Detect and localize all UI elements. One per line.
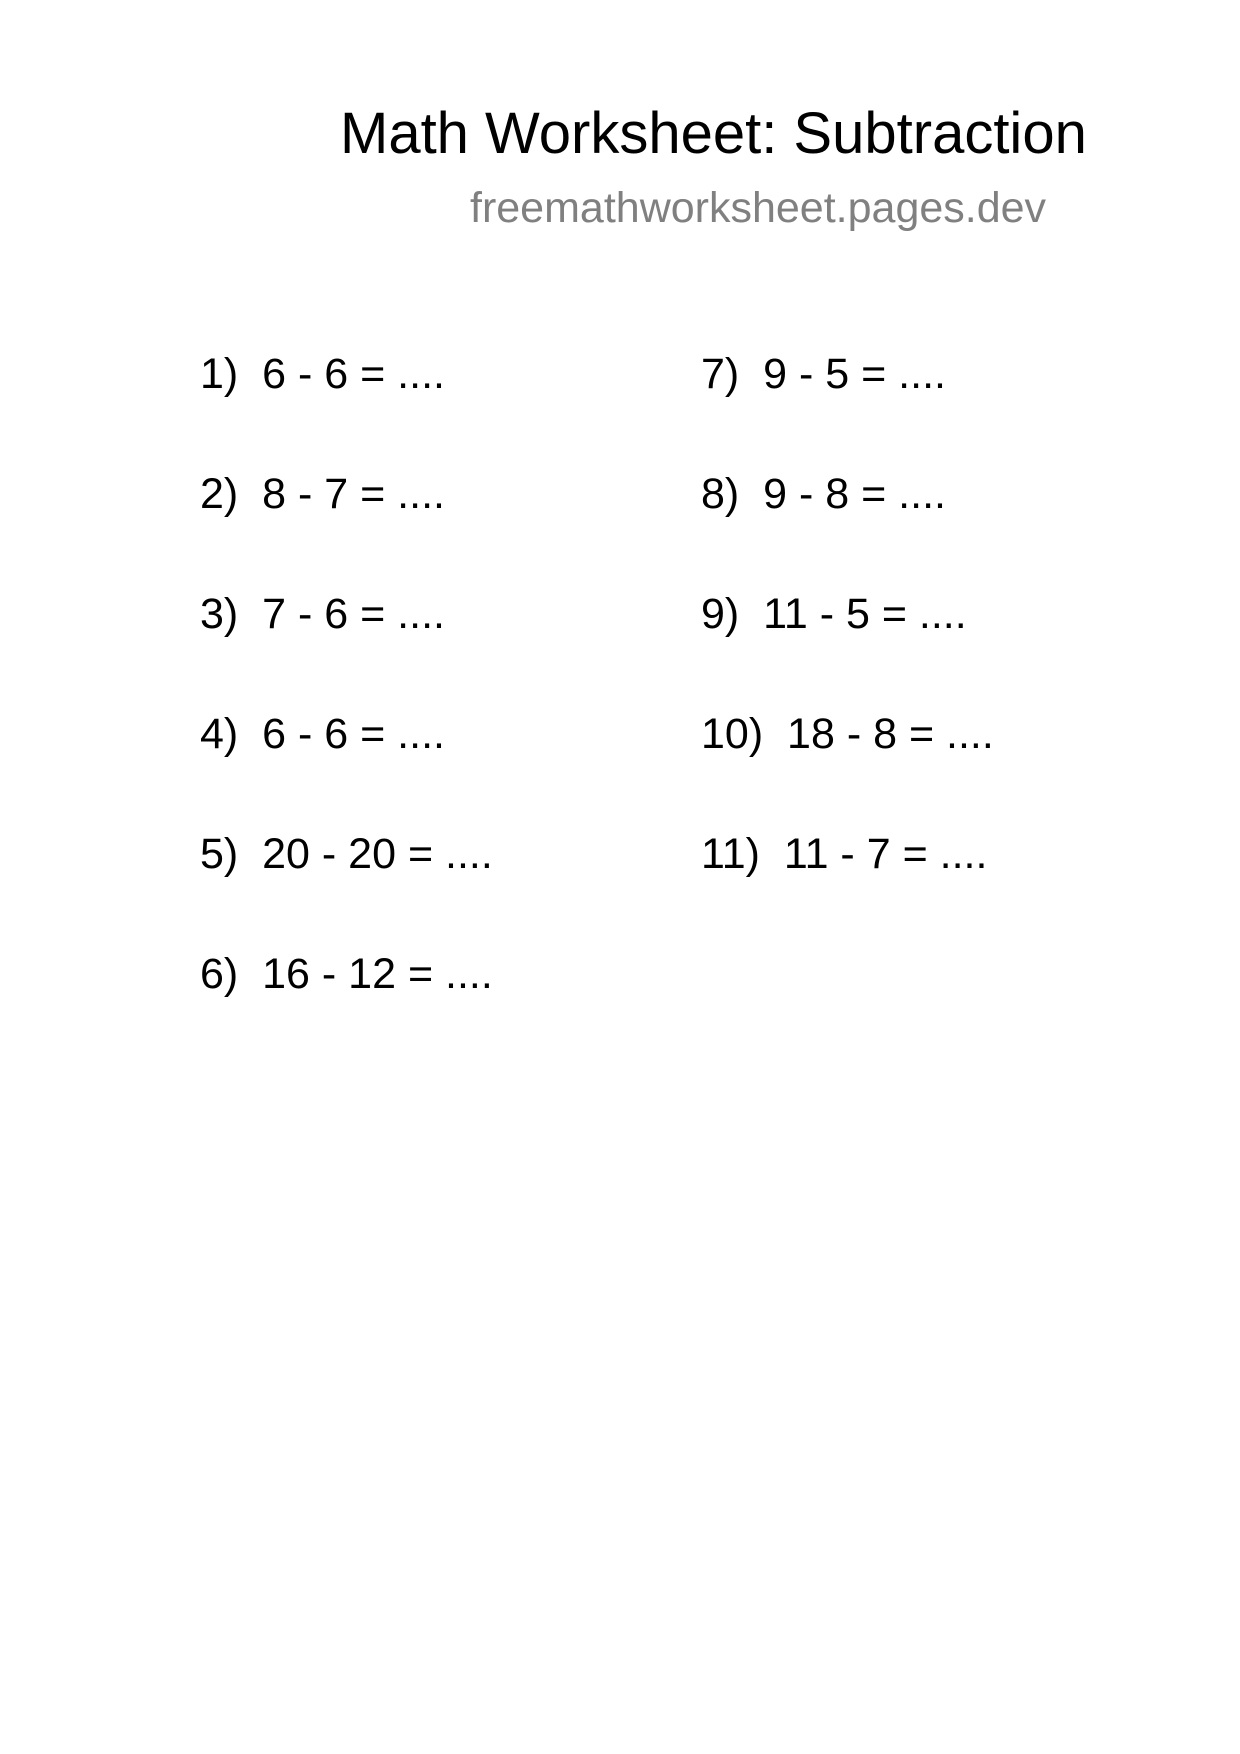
website-url: freemathworksheet.pages.dev — [470, 184, 1047, 232]
problem-3: 3) 7 - 6 = .... — [200, 590, 445, 638]
problem-7: 7) 9 - 5 = .... — [701, 350, 946, 398]
problem-11: 11) 11 - 7 = .... — [701, 830, 988, 878]
worksheet-title: Math Worksheet: Subtraction — [340, 101, 1087, 166]
problem-1: 1) 6 - 6 = .... — [200, 350, 445, 398]
problem-5: 5) 20 - 20 = .... — [200, 830, 493, 878]
problem-9: 9) 11 - 5 = .... — [701, 590, 967, 638]
problem-6: 6) 16 - 12 = .... — [200, 950, 493, 998]
problem-8: 8) 9 - 8 = .... — [701, 470, 946, 518]
problem-2: 2) 8 - 7 = .... — [200, 470, 445, 518]
problem-10: 10) 18 - 8 = .... — [701, 710, 994, 758]
problem-column-right — [701, 348, 994, 948]
problem-4: 4) 6 - 6 = .... — [200, 710, 445, 758]
problem-column-left — [200, 348, 493, 1068]
